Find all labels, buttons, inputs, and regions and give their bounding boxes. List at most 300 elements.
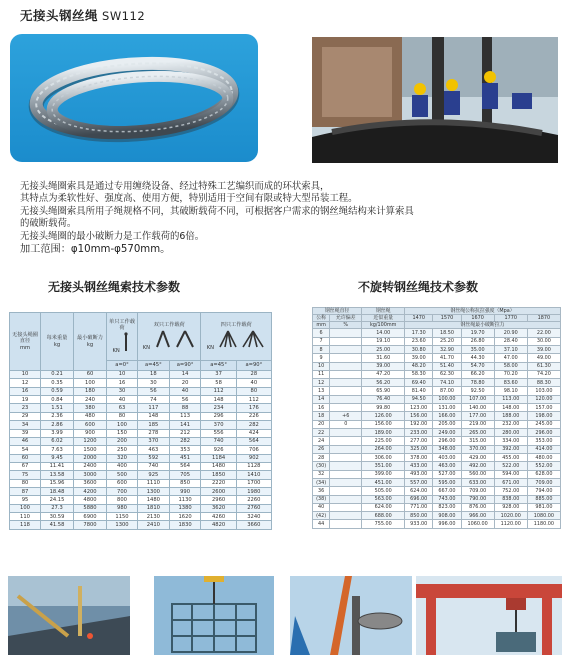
table-row: [313, 412, 561, 420]
table-row: [10, 437, 272, 445]
table-cell: 24.15: [41, 496, 74, 504]
table-cell: 3660: [236, 521, 271, 530]
table-cell: 28.40: [494, 337, 527, 345]
table-cell: 18: [313, 412, 330, 420]
table-cell: 3.99: [41, 429, 74, 437]
table-cell: 2260: [236, 496, 271, 504]
table-cell: 755.00: [362, 520, 405, 529]
table-cell: 225.00: [362, 437, 405, 445]
table-cell: 480: [74, 412, 107, 420]
table-cell: 19.10: [362, 337, 405, 345]
table-cell: 103.00: [527, 387, 560, 395]
table-cell: 32.90: [433, 345, 461, 353]
table-cell: 61.30: [527, 362, 560, 370]
table-cell: 13: [313, 387, 330, 395]
table-cell: (30): [313, 462, 330, 470]
table-cell: 30.59: [41, 513, 74, 521]
table-cell: 1120.00: [494, 520, 527, 529]
table-cell: 22.00: [527, 329, 560, 337]
table-row: [313, 520, 561, 529]
table-row: [313, 395, 561, 403]
table-row: [313, 337, 561, 345]
angle-label: a=45°: [138, 361, 170, 371]
table-cell: 2.36: [41, 412, 74, 420]
table-cell: 189.00: [362, 429, 405, 437]
table-cell: 500: [107, 471, 138, 479]
table-cell: 315.00: [461, 437, 494, 445]
table-cell: 4800: [74, 496, 107, 504]
table-row: [10, 513, 272, 521]
table-cell: 48.20: [405, 362, 433, 370]
col-diameter: 无接头绳圈直径 mm: [10, 313, 41, 371]
table-row: [10, 412, 272, 420]
table-cell: 47.00: [494, 354, 527, 362]
table-row: [313, 462, 561, 470]
table-cell: 3600: [74, 479, 107, 487]
table-cell: [330, 462, 362, 470]
table-cell: 743.00: [433, 495, 461, 503]
table-cell: 552.00: [527, 462, 560, 470]
table-cell: 1480: [201, 462, 236, 470]
table-cell: 380: [74, 404, 107, 412]
table-cell: 2400: [74, 462, 107, 470]
table-row: [313, 370, 561, 378]
table-cell: 527.00: [433, 470, 461, 478]
table-cell: 60: [74, 371, 107, 379]
table-cell: 51.40: [433, 362, 461, 370]
table-cell: 392.00: [494, 445, 527, 453]
table-cell: 563.00: [362, 495, 405, 503]
table-cell: 30: [138, 379, 170, 387]
description-line: 其特点为柔软性好、强度高、使用方便，特别适用于空间有限或特大型吊装工程。: [20, 193, 358, 205]
table-cell: [330, 370, 362, 378]
table-cell: 65.90: [362, 387, 405, 395]
table-cell: 28: [313, 453, 330, 461]
table-cell: 16: [313, 404, 330, 412]
table-cell: 17.30: [405, 329, 433, 337]
table-cell: 234: [201, 404, 236, 412]
table-row: [10, 371, 272, 379]
table-cell: 19: [10, 396, 41, 404]
table-cell: 1180.00: [527, 520, 560, 529]
table-cell: 148.00: [494, 404, 527, 412]
table-row: [10, 488, 272, 496]
table-cell: 557.00: [405, 478, 433, 486]
table-cell: [330, 329, 362, 337]
angle-label: a=90°: [169, 361, 201, 371]
table-cell: [330, 387, 362, 395]
table-cell: 176: [236, 404, 271, 412]
table-cell: 219.00: [461, 420, 494, 428]
table-cell: 493.00: [405, 470, 433, 478]
grade-header: 1870: [527, 315, 560, 322]
table-cell: 39.00: [362, 362, 405, 370]
table-cell: 20: [169, 379, 201, 387]
table-cell: [330, 379, 362, 387]
table-cell: 39: [10, 429, 41, 437]
table-row: [313, 512, 561, 520]
table-cell: 40: [107, 396, 138, 404]
table-cell: 58: [201, 379, 236, 387]
table-row: [313, 420, 561, 428]
table-cell: 433.00: [405, 462, 433, 470]
table-cell: 6900: [74, 513, 107, 521]
table-cell: [330, 520, 362, 529]
table-cell: 80: [107, 412, 138, 420]
title-text: 无接头钢丝绳: [20, 8, 99, 23]
table-cell: 156.00: [362, 420, 405, 428]
table-row: [313, 453, 561, 461]
table-cell: 560.00: [461, 470, 494, 478]
table-cell: 451.00: [362, 478, 405, 486]
grade-header: 1770: [494, 315, 527, 322]
table-row: [10, 521, 272, 530]
table-cell: 37: [201, 371, 236, 379]
table-cell: 13.58: [41, 471, 74, 479]
table-cell: 740: [138, 462, 170, 470]
table-cell: 790.00: [461, 495, 494, 503]
table-cell: [330, 512, 362, 520]
table-cell: 107.00: [461, 395, 494, 403]
table-cell: 177.00: [461, 412, 494, 420]
table-cell: 925: [138, 471, 170, 479]
table2-title: 不旋转钢丝绳技术参数: [358, 280, 479, 294]
table-cell: 908.00: [433, 512, 461, 520]
table-cell: [330, 495, 362, 503]
table-cell: 1150: [107, 513, 138, 521]
table-cell: 705: [169, 471, 201, 479]
table-cell: 74: [138, 396, 170, 404]
table-row: [313, 503, 561, 511]
table-cell: 78.80: [461, 379, 494, 387]
table-cell: 23: [10, 404, 41, 412]
table-cell: 18.48: [41, 488, 74, 496]
table-cell: 150: [107, 429, 138, 437]
rigging-site-photo: [312, 37, 558, 163]
table-cell: 131.00: [433, 404, 461, 412]
col-weight: 每米重量 kg: [41, 313, 74, 371]
table-cell: 30.00: [527, 337, 560, 345]
table-cell: 296.00: [433, 437, 461, 445]
description-line: 的破断载荷。: [20, 218, 77, 230]
table-cell: 928.00: [494, 503, 527, 511]
table-cell: 414.00: [527, 445, 560, 453]
table-cell: 282: [169, 437, 201, 445]
table-cell: 370: [201, 421, 236, 429]
table-cell: 996.00: [433, 520, 461, 529]
table-cell: 5880: [74, 504, 107, 512]
table-cell: 706: [236, 446, 271, 454]
table-cell: 88.30: [527, 379, 560, 387]
table-cell: 564: [169, 462, 201, 470]
table-row: [313, 379, 561, 387]
table-cell: 4260: [201, 513, 236, 521]
table-row: [313, 387, 561, 395]
table-cell: [330, 445, 362, 453]
grade-header: 1470: [405, 315, 433, 322]
table-cell: 113: [169, 412, 201, 420]
table-cell: 156.00: [405, 412, 433, 420]
table-cell: 30.80: [405, 345, 433, 353]
table-cell: 113.00: [494, 395, 527, 403]
table-cell: 20: [313, 420, 330, 428]
table-cell: 62.30: [433, 370, 461, 378]
table-row: [313, 470, 561, 478]
table-cell: 22: [313, 429, 330, 437]
table-cell: 296: [201, 412, 236, 420]
table-row: [313, 429, 561, 437]
table-cell: 667.00: [433, 487, 461, 495]
table-cell: 1380: [169, 504, 201, 512]
table-cell: 10: [313, 362, 330, 370]
table-cell: 320: [107, 454, 138, 462]
table-cell: 74.10: [433, 379, 461, 387]
table-cell: 850: [169, 479, 201, 487]
table-cell: 10: [107, 371, 138, 379]
table-cell: 600: [74, 421, 107, 429]
table-cell: 2.86: [41, 421, 74, 429]
unit-label: %: [330, 322, 362, 329]
col-single: 单只工作载荷 KN: [107, 313, 138, 361]
description-line: 无接头绳圈的最小破断力是工作载荷的6倍。: [20, 230, 205, 242]
table-cell: 9.45: [41, 454, 74, 462]
table-cell: +6: [330, 412, 362, 420]
table-cell: 37.10: [494, 345, 527, 353]
table-cell: 1300: [138, 488, 170, 496]
table-cell: 480.00: [527, 453, 560, 461]
table-cell: 32: [313, 470, 330, 478]
table-cell: 277.00: [405, 437, 433, 445]
table-cell: 7: [313, 337, 330, 345]
table-row: [10, 504, 272, 512]
table-cell: 6: [313, 329, 330, 337]
table-cell: [330, 354, 362, 362]
table-cell: 44: [313, 520, 330, 529]
table-cell: [330, 470, 362, 478]
non-rotating-rope-spec-table: [312, 307, 561, 529]
table-cell: 2000: [74, 454, 107, 462]
table-cell: 11: [313, 370, 330, 378]
table-cell: 14: [169, 371, 201, 379]
table-cell: 2410: [138, 521, 170, 530]
table-cell: 353.00: [527, 437, 560, 445]
table-cell: 232.00: [494, 420, 527, 428]
table-cell: 112: [201, 387, 236, 395]
table-cell: 1110: [138, 479, 170, 487]
table-cell: 403.00: [433, 453, 461, 461]
table-cell: 628.00: [527, 470, 560, 478]
table-row: [10, 446, 272, 454]
table-cell: 56: [169, 396, 201, 404]
table-cell: 54.70: [461, 362, 494, 370]
table-cell: 58.30: [405, 370, 433, 378]
table-cell: 671.00: [494, 478, 527, 486]
table-cell: 34: [10, 421, 41, 429]
table-cell: 39.00: [527, 345, 560, 353]
table-row: [10, 387, 272, 395]
table-cell: 752.00: [494, 487, 527, 495]
table-cell: 226: [236, 412, 271, 420]
table-cell: 56: [138, 387, 170, 395]
table-row: [10, 462, 272, 470]
table-cell: (42): [313, 512, 330, 520]
table-cell: 56.20: [362, 379, 405, 387]
table-cell: 740: [201, 437, 236, 445]
single-sling-icon: [121, 332, 131, 352]
table-cell: 14: [313, 395, 330, 403]
table-cell: 296.00: [527, 429, 560, 437]
table-cell: 1410: [236, 471, 271, 479]
table-cell: 180: [74, 387, 107, 395]
table-cell: 75: [10, 471, 41, 479]
table-cell: 16: [10, 387, 41, 395]
table-cell: 100: [10, 504, 41, 512]
table-cell: (34): [313, 478, 330, 486]
table-cell: [330, 429, 362, 437]
table-cell: 624.00: [362, 503, 405, 511]
table-cell: 95: [10, 496, 41, 504]
table-cell: 15.96: [41, 479, 74, 487]
table-cell: 7.63: [41, 446, 74, 454]
table-cell: 1480: [138, 496, 170, 504]
table1-title: 无接头钢丝绳索技术参数: [48, 280, 181, 294]
table-cell: 351.00: [362, 462, 405, 470]
table-cell: 120.00: [527, 395, 560, 403]
table-row: [10, 471, 272, 479]
table-row: [10, 479, 272, 487]
table-cell: 592: [138, 454, 170, 462]
table-cell: 19.70: [461, 329, 494, 337]
table-cell: 205.00: [433, 420, 461, 428]
table-cell: 3000: [74, 471, 107, 479]
table-cell: 980: [107, 504, 138, 512]
table-cell: 771.00: [405, 503, 433, 511]
table-cell: 1128: [236, 462, 271, 470]
table-cell: 424: [236, 429, 271, 437]
table-cell: 49.00: [527, 354, 560, 362]
table-cell: 564: [236, 437, 271, 445]
table-cell: 624.00: [405, 487, 433, 495]
table-cell: 700: [107, 488, 138, 496]
table-cell: 12: [10, 379, 41, 387]
table-cell: 47.20: [362, 370, 405, 378]
table-row: [10, 496, 272, 504]
table-row: [10, 421, 272, 429]
gantry-crane-photo: [416, 576, 562, 655]
table-cell: 600: [107, 479, 138, 487]
table-cell: 31.60: [362, 354, 405, 362]
col-double: 双只工作载荷 KN: [138, 313, 201, 361]
table-cell: 885.00: [527, 495, 560, 503]
table-row: [313, 478, 561, 486]
table-cell: 185: [138, 421, 170, 429]
table-cell: 933.00: [405, 520, 433, 529]
table-cell: 463.00: [433, 462, 461, 470]
table-cell: 66.20: [461, 370, 494, 378]
table-cell: 18: [138, 371, 170, 379]
table-cell: 3240: [236, 513, 271, 521]
col-rope-diameter: 钢丝绳直径: [313, 308, 362, 315]
table-cell: 1060.00: [461, 520, 494, 529]
table-cell: [330, 337, 362, 345]
table-cell: 556: [201, 429, 236, 437]
table-cell: 1.51: [41, 404, 74, 412]
table-cell: 70.20: [494, 370, 527, 378]
double-sling-icon: [152, 329, 196, 349]
description-line: 无接头绳圈索具是通过专用缠绕设备、经过特殊工艺编织而成的环状索具，: [20, 181, 330, 192]
table-cell: 4200: [74, 488, 107, 496]
grade-header: 1570: [433, 315, 461, 322]
table-row: [10, 429, 272, 437]
table-cell: 8: [313, 345, 330, 353]
table-cell: 800: [107, 496, 138, 504]
table-row: [313, 354, 561, 362]
table-cell: 594.00: [494, 470, 527, 478]
table-cell: 200: [107, 437, 138, 445]
table-cell: 505.00: [362, 487, 405, 495]
table-cell: 60: [10, 454, 41, 462]
col-tolerance: 允许偏差: [330, 315, 362, 322]
table-row: [10, 454, 272, 462]
table-cell: 25.20: [433, 337, 461, 345]
table-cell: 11.41: [41, 462, 74, 470]
table-cell: 1620: [169, 513, 201, 521]
table-cell: 378.00: [405, 453, 433, 461]
table-cell: 633.00: [461, 478, 494, 486]
angle-label: a=0°: [107, 361, 138, 371]
table-cell: 1810: [138, 504, 170, 512]
table-cell: 141: [169, 421, 201, 429]
table-cell: 595.00: [433, 478, 461, 486]
table-cell: 250: [107, 446, 138, 454]
table-cell: 92.50: [461, 387, 494, 395]
table-row: [313, 495, 561, 503]
table-cell: 10: [10, 371, 41, 379]
table-cell: 100: [107, 421, 138, 429]
table-cell: 838.00: [494, 495, 527, 503]
table-cell: 3620: [201, 504, 236, 512]
table-cell: 696.00: [405, 495, 433, 503]
table-cell: 6.02: [41, 437, 74, 445]
table-cell: 69.40: [405, 379, 433, 387]
table-cell: 688.00: [362, 512, 405, 520]
bridge-site-photo: [8, 576, 130, 655]
table-cell: 370.00: [461, 445, 494, 453]
table-cell: 36: [313, 487, 330, 495]
table-cell: 40: [313, 503, 330, 511]
table-cell: 26.80: [461, 337, 494, 345]
table-cell: 87: [10, 488, 41, 496]
table-row: [313, 404, 561, 412]
description-line: 加工范围：φ10mm-φ570mm。: [20, 244, 171, 256]
table-cell: 990: [169, 488, 201, 496]
table-cell: 80: [236, 387, 271, 395]
table-cell: 30: [107, 387, 138, 395]
table-cell: 23.60: [405, 337, 433, 345]
table-cell: 455.00: [494, 453, 527, 461]
table-cell: 40: [169, 387, 201, 395]
table-cell: 981.00: [527, 503, 560, 511]
table-cell: 0: [330, 420, 362, 428]
unit-label: mm: [313, 322, 330, 329]
table-cell: 850.00: [405, 512, 433, 520]
table-cell: 110: [10, 513, 41, 521]
table-cell: 1080.00: [527, 512, 560, 520]
table-cell: 709.00: [461, 487, 494, 495]
table-row: [313, 329, 561, 337]
table-cell: 26: [313, 445, 330, 453]
table-row: [10, 396, 272, 404]
